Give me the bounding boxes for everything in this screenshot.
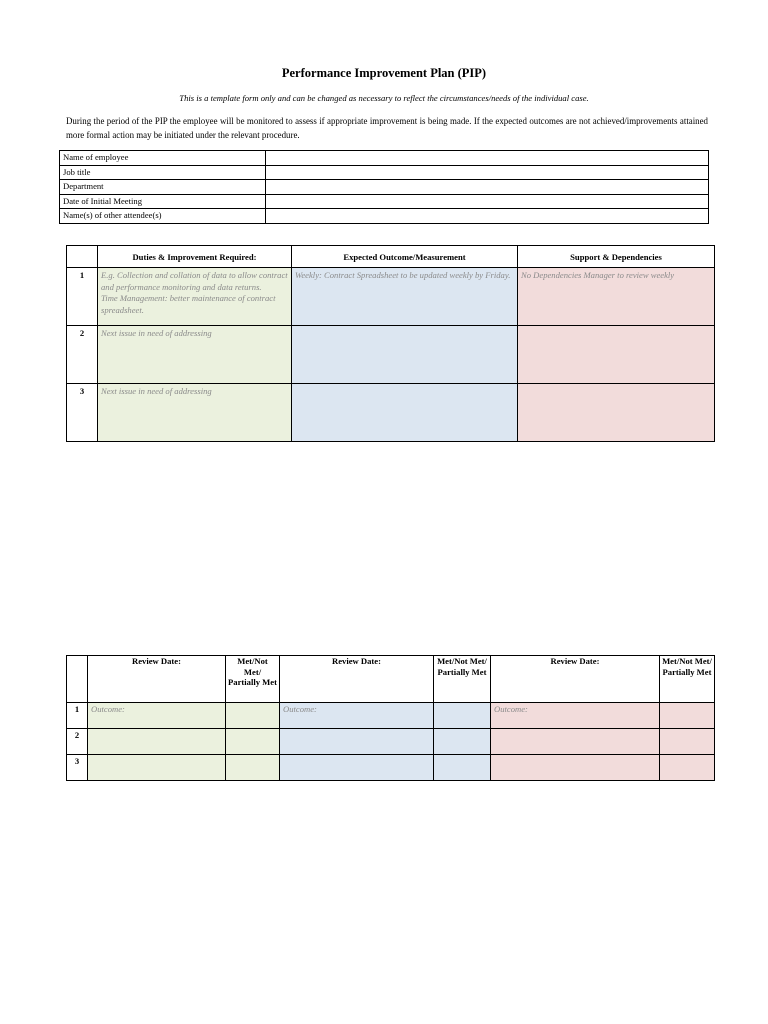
info-label: Date of Initial Meeting — [60, 194, 266, 209]
support-cell[interactable] — [518, 384, 715, 442]
review-row — [67, 729, 715, 755]
met-status-cell[interactable] — [226, 729, 280, 755]
support-cell[interactable] — [518, 326, 715, 384]
info-label: Department — [60, 180, 266, 195]
info-value-field[interactable] — [266, 151, 709, 166]
support-header: Support & Dependencies — [518, 246, 715, 268]
outcome-hint: Weekly: Contract Spreadsheet to be updated weekly by Friday. — [295, 270, 511, 280]
duty-hint: Next issue in need of addressing — [101, 386, 212, 396]
row-number: 2 — [67, 729, 88, 755]
review-date-header: Review Date: — [280, 656, 434, 703]
review-outcome-cell[interactable] — [88, 703, 226, 729]
info-value-field[interactable] — [266, 209, 709, 224]
review-outcome-cell[interactable] — [491, 729, 660, 755]
met-status-header: Met/Not Met/ Partially Met — [226, 656, 280, 703]
duty-hint: Time Management: better maintenance of contract spreadsheet. — [101, 293, 276, 315]
info-label: Name of employee — [60, 151, 266, 166]
review-outcome-cell[interactable] — [280, 729, 434, 755]
duties-table — [66, 245, 715, 442]
review-date-header: Review Date: — [88, 656, 226, 703]
duty-hint: Next issue in need of addressing — [101, 328, 212, 338]
met-status-cell[interactable] — [660, 729, 715, 755]
met-status-cell[interactable] — [660, 755, 715, 781]
duty-cell[interactable] — [98, 268, 292, 326]
review-outcome-cell[interactable] — [491, 703, 660, 729]
outcome-hint: Outcome: — [283, 704, 317, 714]
outcome-cell[interactable] — [292, 268, 518, 326]
review-outcome-cell[interactable] — [280, 755, 434, 781]
row-number-header — [67, 246, 98, 268]
row-number: 1 — [67, 703, 88, 729]
met-status-cell[interactable] — [226, 755, 280, 781]
outcome-hint: Outcome: — [494, 704, 528, 714]
duties-row — [67, 384, 715, 442]
review-table — [66, 655, 715, 781]
info-row-name — [60, 151, 709, 166]
row-number: 1 — [67, 268, 98, 326]
duties-header: Duties & Improvement Required: — [98, 246, 292, 268]
info-label: Job title — [60, 165, 266, 180]
info-row-attendees — [60, 209, 709, 224]
row-number: 3 — [67, 384, 98, 442]
info-row-initial-meeting — [60, 194, 709, 209]
info-row-department — [60, 180, 709, 195]
duties-header-row — [67, 246, 715, 268]
info-value-field[interactable] — [266, 165, 709, 180]
duty-cell[interactable] — [98, 384, 292, 442]
intro-paragraph: During the period of the PIP the employee will be monitored to assess if appropriate improvement is being made. If the expected outcomes are not achieved/improvements attained more formal action may be initiated under the relevant procedure. — [66, 116, 708, 140]
review-outcome-cell[interactable] — [280, 703, 434, 729]
review-header-row — [67, 656, 715, 703]
support-hint: No Dependencies Manager to review weekly — [521, 270, 675, 280]
met-status-cell[interactable] — [660, 703, 715, 729]
duty-cell[interactable] — [98, 326, 292, 384]
row-number: 3 — [67, 755, 88, 781]
support-cell[interactable] — [518, 268, 715, 326]
outcome-hint: Outcome: — [91, 704, 125, 714]
review-outcome-cell[interactable] — [491, 755, 660, 781]
review-outcome-cell[interactable] — [88, 755, 226, 781]
document-title: Performance Improvement Plan (PIP) — [281, 66, 487, 80]
met-status-header: Met/Not Met/ Partially Met — [660, 656, 715, 703]
document-subtitle: This is a template form only and can be changed as necessary to reflect the circumstances/needs of the individual case. — [179, 93, 589, 103]
info-label: Name(s) of other attendee(s) — [60, 209, 266, 224]
review-row — [67, 703, 715, 729]
review-outcome-cell[interactable] — [88, 729, 226, 755]
met-status-cell[interactable] — [434, 703, 491, 729]
duties-row — [67, 326, 715, 384]
met-status-cell[interactable] — [434, 755, 491, 781]
outcome-header: Expected Outcome/Measurement — [292, 246, 518, 268]
row-number: 2 — [67, 326, 98, 384]
row-number-header — [67, 656, 88, 703]
outcome-cell[interactable] — [292, 384, 518, 442]
duty-hint: E.g. Collection and collation of data to allow contract and performance monitoring and data returns. — [101, 270, 288, 292]
duties-row — [67, 268, 715, 326]
met-status-cell[interactable] — [226, 703, 280, 729]
met-status-cell[interactable] — [434, 729, 491, 755]
info-row-job-title — [60, 165, 709, 180]
outcome-cell[interactable] — [292, 326, 518, 384]
info-value-field[interactable] — [266, 180, 709, 195]
info-value-field[interactable] — [266, 194, 709, 209]
met-status-header: Met/Not Met/ Partially Met — [434, 656, 491, 703]
review-date-header: Review Date: — [491, 656, 660, 703]
employee-info-table — [59, 150, 709, 224]
review-row — [67, 755, 715, 781]
